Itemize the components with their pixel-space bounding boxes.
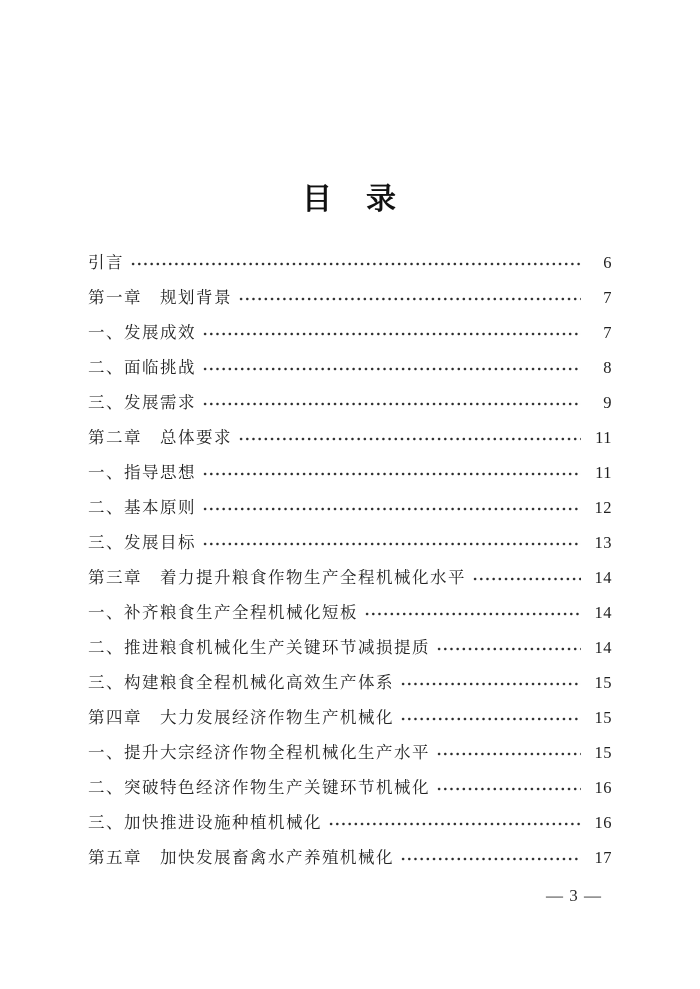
toc-entry-page: 13	[594, 533, 612, 552]
toc-entry	[88, 770, 612, 805]
toc-entry	[88, 630, 612, 665]
toc-entry-label: 二、面临挑战	[88, 358, 196, 377]
toc-leader-dots	[202, 490, 581, 525]
toc-entry-label: 一、发展成效	[88, 323, 196, 342]
toc-entry-label: 一、指导思想	[88, 463, 196, 482]
toc-entry-label: 二、推进粮食机械化生产关键环节减损提质	[88, 638, 430, 657]
toc-entry-page: 8	[603, 358, 612, 377]
toc-leader-dots	[202, 315, 581, 350]
toc-entry	[88, 315, 612, 350]
toc-leader-dots	[400, 840, 581, 875]
toc-entry-label: 三、发展需求	[88, 393, 196, 412]
toc-entry	[88, 735, 612, 770]
toc-entry-label: 二、基本原则	[88, 498, 196, 517]
toc-entry-page: 15	[594, 708, 612, 727]
toc-entry-label: 三、加快推进设施种植机械化	[88, 813, 322, 832]
page-number-footer: — 3 —	[546, 886, 602, 905]
toc-entry-page: 16	[594, 813, 612, 832]
toc-entry-label: 二、突破特色经济作物生产关键环节机械化	[88, 778, 430, 797]
toc-entry	[88, 455, 612, 490]
toc-entry-label: 第三章 着力提升粮食作物生产全程机械化水平	[88, 568, 466, 587]
toc-entry-page: 6	[603, 253, 612, 272]
toc-entry-label: 三、发展目标	[88, 533, 196, 552]
toc-leader-dots	[238, 420, 581, 455]
toc-leader-dots	[202, 385, 581, 420]
toc-entry	[88, 805, 612, 840]
toc-leader-dots	[202, 350, 581, 385]
toc-entry-page: 11	[595, 428, 612, 447]
toc-entry-label: 一、补齐粮食生产全程机械化短板	[88, 603, 358, 622]
toc-entry-page: 14	[594, 603, 612, 622]
toc-entry-label: 第一章 规划背景	[88, 288, 232, 307]
toc-leader-dots	[130, 245, 581, 280]
toc-entry-page: 14	[594, 638, 612, 657]
toc-entry-label: 引言	[88, 253, 124, 272]
toc-entry-page: 12	[594, 498, 612, 517]
page-title: 目 录	[302, 183, 398, 216]
toc-leader-dots	[400, 665, 581, 700]
toc-leader-dots	[202, 525, 581, 560]
toc-leader-dots	[472, 560, 581, 595]
toc-entry-page: 16	[594, 778, 612, 797]
toc-list	[88, 245, 612, 875]
toc-entry	[88, 245, 612, 280]
toc-entry	[88, 595, 612, 630]
toc-entry-label: 第四章 大力发展经济作物生产机械化	[88, 708, 394, 727]
toc-entry	[88, 700, 612, 735]
toc-leader-dots	[436, 770, 581, 805]
toc-leader-dots	[328, 805, 581, 840]
toc-leader-dots	[400, 700, 581, 735]
toc-entry-page: 7	[603, 323, 612, 342]
toc-entry-label: 一、提升大宗经济作物全程机械化生产水平	[88, 743, 430, 762]
toc-entry-page: 15	[594, 743, 612, 762]
toc-entry	[88, 665, 612, 700]
toc-entry	[88, 280, 612, 315]
toc-entry-label: 第二章 总体要求	[88, 428, 232, 447]
toc-entry	[88, 420, 612, 455]
toc-entry-page: 14	[594, 568, 612, 587]
toc-entry-page: 9	[603, 393, 612, 412]
toc-entry	[88, 525, 612, 560]
toc-entry-label: 第五章 加快发展畜禽水产养殖机械化	[88, 848, 394, 867]
toc-entry-label: 三、构建粮食全程机械化高效生产体系	[88, 673, 394, 692]
toc-entry	[88, 385, 612, 420]
toc-entry-page: 11	[595, 463, 612, 482]
toc-entry	[88, 840, 612, 875]
toc-leader-dots	[202, 455, 581, 490]
toc-leader-dots	[436, 630, 581, 665]
toc-leader-dots	[238, 280, 581, 315]
toc-leader-dots	[436, 735, 581, 770]
toc-entry-page: 15	[594, 673, 612, 692]
toc-entry-page: 17	[594, 848, 612, 867]
toc-leader-dots	[364, 595, 581, 630]
toc-entry	[88, 350, 612, 385]
toc-entry	[88, 560, 612, 595]
toc-entry-page: 7	[603, 288, 612, 307]
toc-entry	[88, 490, 612, 525]
